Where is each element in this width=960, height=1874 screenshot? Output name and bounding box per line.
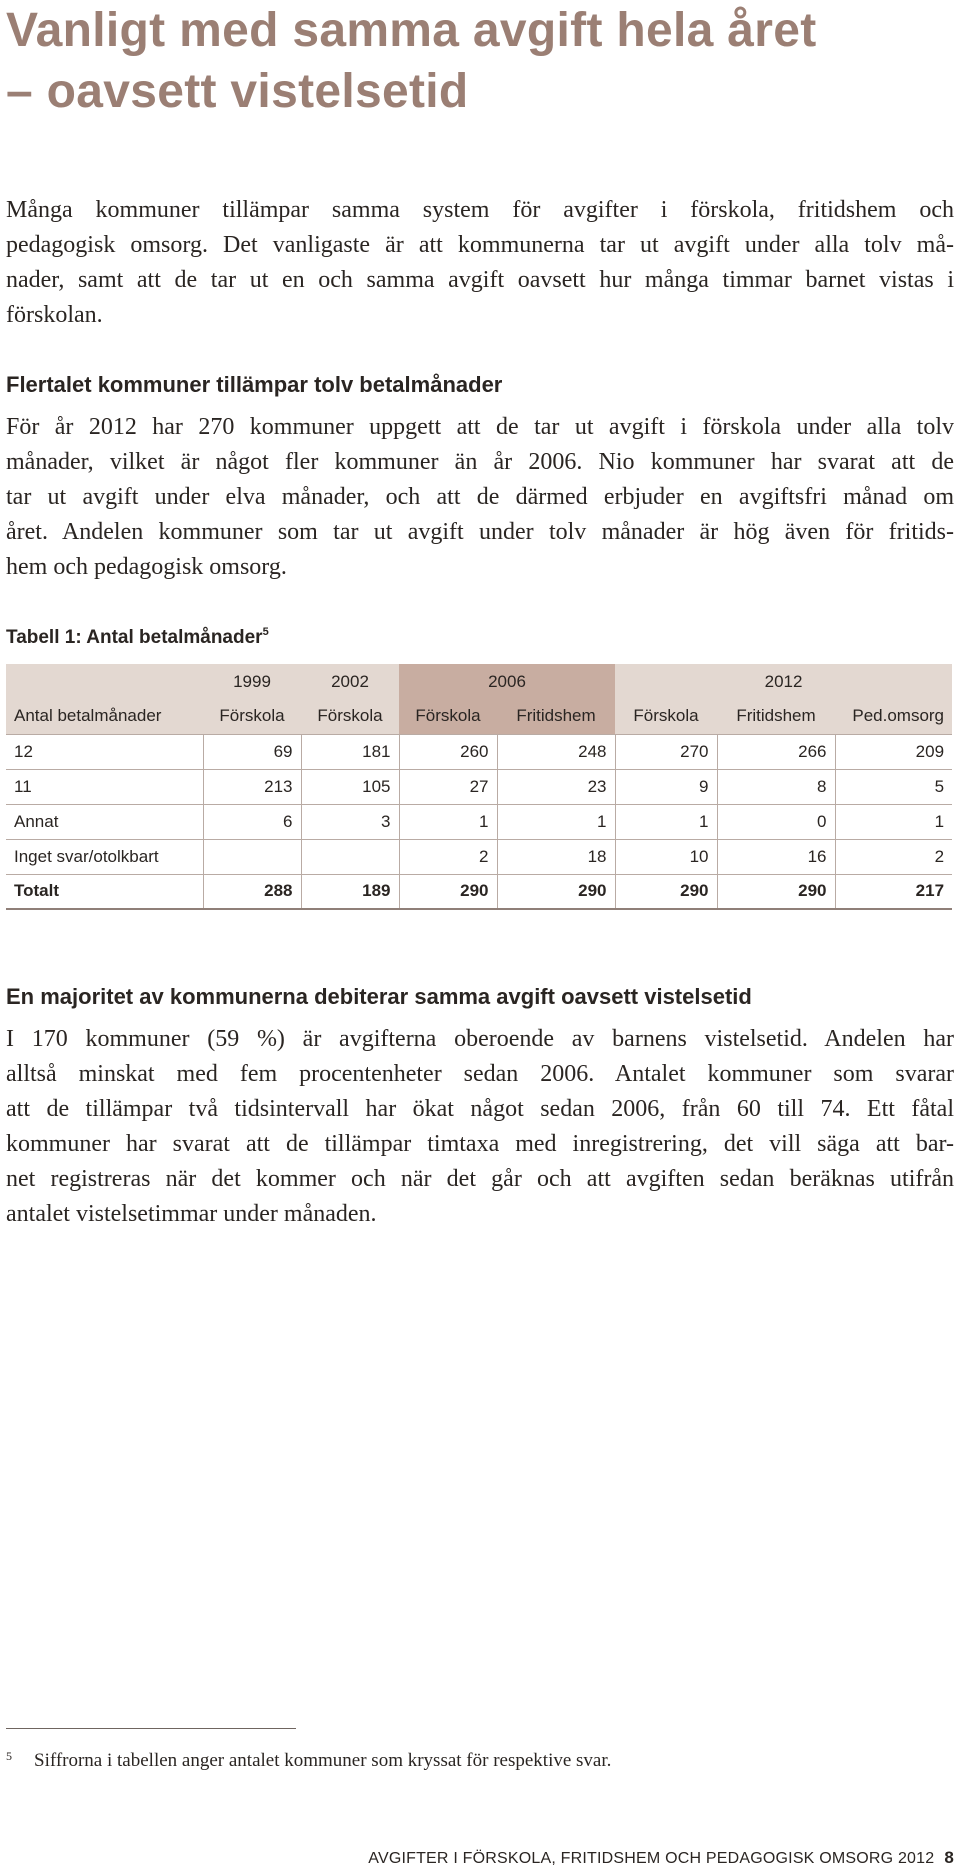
table-cell bbox=[301, 839, 399, 874]
table-cell: 290 bbox=[497, 874, 615, 909]
page-title-line-2: – oavsett vistelsetid bbox=[6, 65, 469, 118]
section2-line-5: net registreras när det kommer och när det går och att avgiften sedan beräknas utifrån bbox=[6, 1166, 954, 1192]
table-row bbox=[6, 734, 952, 769]
footnote-divider bbox=[6, 1728, 296, 1729]
year-header-blank bbox=[6, 664, 203, 699]
row-label: Annat bbox=[6, 804, 203, 839]
page-title-line-1: Vanligt med samma avgift hela året bbox=[6, 4, 817, 57]
row-label: Totalt bbox=[6, 874, 203, 909]
section2-heading: En majoritet av kommunerna debiterar samma avgift oavsett vistelsetid bbox=[6, 984, 752, 1009]
table-row bbox=[6, 839, 952, 874]
year-header-2012: 2012 bbox=[615, 664, 952, 699]
table-cell: 217 bbox=[835, 874, 952, 909]
footnote-text: Siffrorna i tabellen anger antalet kommuner som kryssat för respektive svar. bbox=[34, 1750, 612, 1771]
table-cell: 6 bbox=[203, 804, 301, 839]
table-cell: 18 bbox=[497, 839, 615, 874]
intro-line-4: förskolan. bbox=[6, 302, 103, 328]
table-cell: 0 bbox=[717, 804, 835, 839]
table-cell: 290 bbox=[717, 874, 835, 909]
payment-months-table bbox=[6, 664, 952, 910]
table-cell: 290 bbox=[615, 874, 717, 909]
table-cell bbox=[203, 839, 301, 874]
table-cell: 2 bbox=[835, 839, 952, 874]
table-cell: 23 bbox=[497, 769, 615, 804]
section1-line-2: månader, vilket är något fler kommuner än år 2006. Nio kommuner har svarat att de bbox=[6, 449, 954, 475]
table-cell: 3 bbox=[301, 804, 399, 839]
table-cell: 213 bbox=[203, 769, 301, 804]
intro-line-1: Många kommuner tillämpar samma system för avgifter i förskola, fritidshem och bbox=[6, 197, 954, 223]
table-column-header-row bbox=[6, 699, 952, 734]
running-footer-title: AVGIFTER I FÖRSKOLA, FRITIDSHEM OCH PEDAGOGISK OMSORG 2012 bbox=[368, 1850, 935, 1867]
table-cell: 266 bbox=[717, 734, 835, 769]
table-cell: 1 bbox=[615, 804, 717, 839]
section2-line-4: kommuner har svarat att de tillämpar timtaxa med inregistrering, det vill säga att bar- bbox=[6, 1131, 954, 1157]
section1-line-1: För år 2012 har 270 kommuner uppgett att de tar ut avgift i förskola under alla tolv bbox=[6, 414, 954, 440]
row-label: Inget svar/otolkbart bbox=[6, 839, 203, 874]
section2-line-1: I 170 kommuner (59 %) är avgifterna oberoende av barnens vistelsetid. Andelen har bbox=[6, 1026, 954, 1052]
table-row bbox=[6, 804, 952, 839]
section2-paragraph bbox=[6, 1022, 954, 1232]
table-cell: 288 bbox=[203, 874, 301, 909]
table-cell: 181 bbox=[301, 734, 399, 769]
table-cell: 260 bbox=[399, 734, 497, 769]
section1-heading: Flertalet kommuner tillämpar tolv betalmånader bbox=[6, 372, 503, 397]
table-cell: 1 bbox=[497, 804, 615, 839]
table-cell: 16 bbox=[717, 839, 835, 874]
column-header-2012-forskola: Förskola bbox=[615, 699, 717, 734]
column-header-2012-pedomsorg: Ped.omsorg bbox=[835, 699, 952, 734]
column-header-1999-forskola: Förskola bbox=[203, 699, 301, 734]
table-cell: 10 bbox=[615, 839, 717, 874]
table-cell: 105 bbox=[301, 769, 399, 804]
table-year-header-row bbox=[6, 664, 952, 699]
table-cell: 1 bbox=[835, 804, 952, 839]
footnote-mark: 5 bbox=[6, 1749, 12, 1763]
column-header-2012-fritidshem: Fritidshem bbox=[717, 699, 835, 734]
section1-line-3: tar ut avgift under elva månader, och att de därmed erbjuder en avgiftsfri månad om bbox=[6, 484, 954, 510]
intro-paragraph bbox=[6, 193, 954, 333]
intro-line-3: nader, samt att de tar ut en och samma avgift oavsett hur många timmar barnet vistas i bbox=[6, 267, 954, 293]
row-label: 12 bbox=[6, 734, 203, 769]
section2-line-2: alltså minskat med fem procentenheter sedan 2006. Antalet kommuner som svarar bbox=[6, 1061, 954, 1087]
table-cell: 27 bbox=[399, 769, 497, 804]
table-row bbox=[6, 769, 952, 804]
section1-paragraph bbox=[6, 410, 954, 585]
table-cell: 189 bbox=[301, 874, 399, 909]
page-number: 8 bbox=[944, 1848, 954, 1867]
year-header-1999: 1999 bbox=[203, 664, 301, 699]
column-header-label: Antal betalmånader bbox=[6, 699, 203, 734]
column-header-2002-forskola: Förskola bbox=[301, 699, 399, 734]
table-cell: 8 bbox=[717, 769, 835, 804]
table-cell: 1 bbox=[399, 804, 497, 839]
row-label: 11 bbox=[6, 769, 203, 804]
section2-line-3: att de tillämpar två tidsintervall har ökat något sedan 2006, från 60 till 74. Ett fåtal bbox=[6, 1096, 954, 1122]
running-footer bbox=[368, 1847, 954, 1870]
table-total-row bbox=[6, 874, 952, 909]
table-cell: 290 bbox=[399, 874, 497, 909]
table-caption bbox=[6, 620, 269, 650]
table-caption-footnote-mark: 5 bbox=[262, 626, 269, 638]
footnote bbox=[6, 1743, 946, 1774]
section1-line-4: året. Andelen kommuner som tar ut avgift under tolv månader är hög även för fritids- bbox=[6, 519, 954, 545]
table-caption-text: Tabell 1: Antal betalmånader bbox=[6, 627, 263, 648]
column-header-2006-forskola: Förskola bbox=[399, 699, 497, 734]
table-cell: 5 bbox=[835, 769, 952, 804]
section2-line-6: antalet vistelsetimmar under månaden. bbox=[6, 1201, 377, 1227]
section1-line-5: hem och pedagogisk omsorg. bbox=[6, 554, 287, 580]
year-header-2002: 2002 bbox=[301, 664, 399, 699]
column-header-2006-fritidshem: Fritidshem bbox=[497, 699, 615, 734]
table-cell: 2 bbox=[399, 839, 497, 874]
table-cell: 248 bbox=[497, 734, 615, 769]
table-cell: 9 bbox=[615, 769, 717, 804]
page-title bbox=[6, 0, 946, 122]
table-cell: 209 bbox=[835, 734, 952, 769]
table-cell: 69 bbox=[203, 734, 301, 769]
table-cell: 270 bbox=[615, 734, 717, 769]
intro-line-2: pedagogisk omsorg. Det vanligaste är att kommunerna tar ut avgift under alla tolv må- bbox=[6, 232, 954, 258]
year-header-2006: 2006 bbox=[399, 664, 615, 699]
